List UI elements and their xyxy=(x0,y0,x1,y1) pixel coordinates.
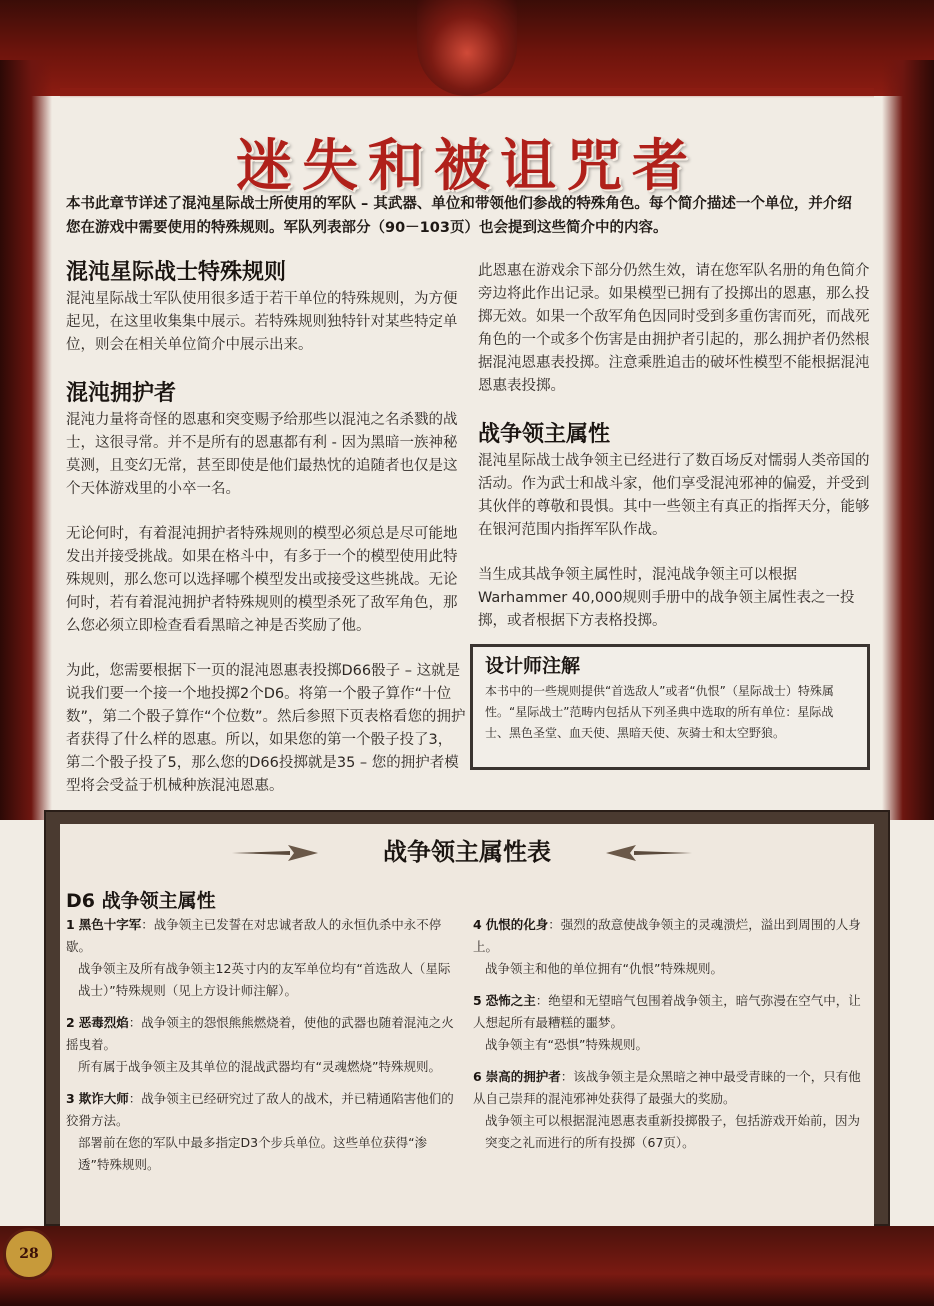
trait-number: 4 xyxy=(473,917,482,932)
trait-effect: 部署前在您的军队中最多指定D3个步兵单位。这些单位获得“渗透”特殊规则。 xyxy=(78,1135,428,1172)
champion-paragraph-3: 为此，您需要根据下一页的混沌恩惠表投掷D66骰子 – 这就是说我们要一个接一个地投掷2个D6。将第一个骰子算作“十位数”，第二个骰子算作“个位数”。然后参照下页表格看您的拥护者获得了什么样的恩惠。所以，如果您的第一个骰子投了3，第二个骰子投了5，那么您的D66投掷就是35 – 您的拥护者模型将会受益于机械种族混沌恩惠。 xyxy=(66,663,466,794)
trait-number: 5 xyxy=(473,993,482,1008)
trait-effect: 战争领主和他的单位拥有“仇恨”特殊规则。 xyxy=(485,961,723,976)
trait-number: 3 xyxy=(66,1091,75,1106)
trait-entry-5 xyxy=(473,990,865,1056)
table-left-column xyxy=(66,914,458,1186)
trait-name: 欺诈大师 xyxy=(78,1091,129,1106)
designer-note-heading: 设计师注解 xyxy=(485,655,581,677)
trait-entry-4 xyxy=(473,914,865,980)
trait-entry-1 xyxy=(66,914,458,1002)
warlord-traits-paragraph-2: 当生成其战争领主属性时，混沌战争领主可以根据Warhammer 40,000规则手册中的战争领主属性表之一投掷，或者根据下方表格投掷。 xyxy=(478,567,855,629)
warlord-table-title: 战争领主属性表 xyxy=(383,838,551,866)
right-column xyxy=(478,260,876,633)
designer-note-box xyxy=(470,644,870,770)
trait-name: 恶毒烈焰 xyxy=(78,1015,129,1030)
intro-paragraph: 本书此章节详述了混沌星际战士所使用的军队 – 其武器、单位和带领他们参战的特殊角色。每个简介描述一个单位，并介绍您在游戏中需要使用的特殊规则。军队列表部分（90－103页）也会提到这些简介中的内容。 xyxy=(66,196,852,236)
champion-paragraph-2: 无论何时，有着混沌拥护者特殊规则的模型必须总是尽可能地发出并接受挑战。如果在格斗中，有多于一个的模型使用此特殊规则，那么您可以选择哪个模型发出或接受这些挑战。无论何时，若有着混沌拥护者特殊规则的模型杀死了敌军角色，那么您必须立即检查看看黑暗之神是否奖励了他。 xyxy=(66,526,458,634)
trait-description: ：强烈的敌意使战争领主的灵魂溃烂，溢出到周围的人身上。 xyxy=(473,917,861,954)
trait-effect: 战争领主及所有战争领主12英寸内的友军单位均有“首选敌人（星际战士）”特殊规则（见上方设计师注解）。 xyxy=(78,961,451,998)
trait-description: ：绝望和无望暗气包围着战争领主，暗气弥漫在空气中，让人想起所有最糟糕的噩梦。 xyxy=(473,993,861,1030)
trait-number: 2 xyxy=(66,1015,75,1030)
skull-emblem-icon xyxy=(417,0,517,96)
warlord-traits-heading: 战争领主属性 xyxy=(478,422,611,447)
champion-paragraph-1: 混沌力量将奇怪的恩惠和突变赐予给那些以混沌之名杀戮的战士，这很寻常。并不是所有的恩惠都有利 - 因为黑暗一族神秘莫测，且变幻无常，甚至即使是他们最热忱的追随者也仅是这个天体游戏里的小卒一名。 xyxy=(66,412,458,497)
trait-description: ：战争领主的怨恨熊熊燃烧着，使他的武器也随着混沌之火摇曳着。 xyxy=(66,1015,454,1052)
trait-number: 6 xyxy=(473,1069,482,1084)
bottom-ornate-border xyxy=(0,1226,934,1306)
trait-name: 黑色十字军 xyxy=(78,917,142,932)
special-rules-text: 混沌星际战士军队使用很多适于若干单位的特殊规则，为方便起见，在这里收集集中展示。若特殊规则独特针对某些特定单位，则会在相关单位简介中展示出来。 xyxy=(66,291,458,353)
page-number-badge: 28 xyxy=(3,1228,55,1280)
page-title: 迷失和被诅咒者 xyxy=(236,133,698,199)
trait-number: 1 xyxy=(66,917,75,932)
d6-heading: D6 战争领主属性 xyxy=(66,890,216,912)
special-rules-heading: 混沌星际战士特殊规则 xyxy=(66,260,287,285)
trait-entry-2 xyxy=(66,1012,458,1078)
designer-note-text: 本书中的一些规则提供“首选敌人”或者“仇恨”（星际战士）特殊属性。“星际战士”范畴内包括从下列圣典中选取的所有单位：星际战士、黑色圣堂、血天使、黑暗天使、灰骑士和太空野狼。 xyxy=(485,684,834,740)
trait-effect: 所有属于战争领主及其单位的混战武器均有“灵魂燃烧”特殊规则。 xyxy=(78,1059,441,1074)
trait-name: 崇高的拥护者 xyxy=(485,1069,561,1084)
champion-heading: 混沌拥护者 xyxy=(66,381,177,406)
trait-effect: 战争领主可以根据混沌恩惠表重新投掷骰子，包括游戏开始前，因为突变之礼而进行的所有投掷（67页）。 xyxy=(485,1113,861,1150)
table-right-column xyxy=(473,914,865,1164)
warlord-traits-paragraph-1: 混沌星际战士战争领主已经进行了数百场反对懦弱人类帝国的活动。作为武士和战斗家，他们享受混沌邪神的偏爱，并受到其伙伴的尊敬和畏惧。其中一些领主有真正的指挥天分，能够在银河范围内指挥军队作战。 xyxy=(478,453,870,538)
trait-description: ：战争领主已经研究过了敌人的战术，并已精通陷害他们的狡猾方法。 xyxy=(66,1091,454,1128)
trait-entry-3 xyxy=(66,1088,458,1176)
trait-name: 恐怖之主 xyxy=(485,993,536,1008)
trait-effect: 战争领主有“恐惧”特殊规则。 xyxy=(485,1037,648,1052)
trait-entry-6 xyxy=(473,1066,865,1154)
trait-description: ：该战争领主是众黑暗之神中最受青睐的一个，只有他从自己崇拜的混沌邪神处获得了最强大的奖励。 xyxy=(473,1069,861,1106)
trait-description: ：战争领主已发誓在对忠诚者敌人的永恒仇杀中永不停歇。 xyxy=(66,917,442,954)
champion-continuation: 此恩惠在游戏余下部分仍然生效，请在您军队名册的角色简介旁边将此作出记录。如果模型已拥有了投掷出的恩惠，那么投掷无效。如果一个敌军角色因同时受到多重伤害而死，而战死角色的一个或多个伤害是由拥护者引起的，那么拥护者仍然根据混沌恩惠表投掷。注意乘胜追击的破坏性模型不能根据混沌恩惠表投掷。 xyxy=(478,263,870,394)
trait-name: 仇恨的化身 xyxy=(485,917,549,932)
left-column xyxy=(66,258,466,798)
